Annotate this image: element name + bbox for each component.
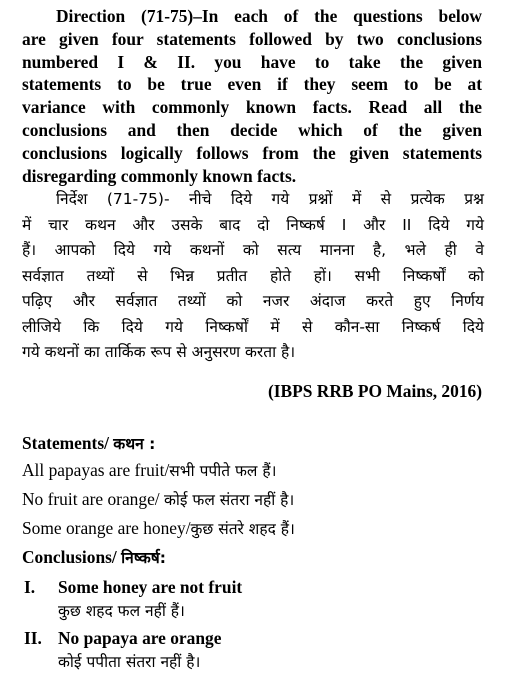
direction-hi-line: सर्वज्ञात तथ्यों से भिन्न प्रतीत होते हों। सभी निष्कर्षों को: [22, 266, 484, 285]
statements-heading-en: Statements/: [22, 433, 109, 453]
direction-en-line: disregarding commonly known facts.: [22, 165, 297, 186]
direction-english: [22, 5, 482, 187]
exam-source: (IBPS RRB PO Mains, 2016): [267, 381, 482, 401]
conclusions-heading-en: Conclusions/: [22, 547, 117, 567]
conclusion-hi: कुछ शहद फल नहीं हैं।: [58, 602, 185, 620]
statement-hi: कुछ संतरे शहद हैं।: [190, 520, 295, 538]
direction-en-line: statements to be true even if they seem to be at: [22, 74, 482, 95]
direction-en-line: Direction (71-75)–In each of the questions below: [56, 6, 482, 26]
direction-en-line: variance with commonly known facts. Read all the: [22, 97, 482, 118]
statement-hi: सभी पपीते फल हैं।: [169, 462, 277, 480]
conclusion-number: I.: [24, 577, 36, 597]
direction-en-line: numbered I & II. you have to take the given: [22, 51, 482, 72]
statement-3: [22, 517, 295, 539]
statement-1: [22, 459, 276, 481]
direction-hi-line: पढ़िए और सर्वज्ञात तथ्यों को नजर अंदाज करते हुए निर्णय: [22, 292, 484, 310]
conclusion-number: II.: [24, 628, 42, 648]
conclusion-1: [0, 577, 524, 627]
direction-hi-line: हैं। आपको दिये गये कथनों को सत्य मानना है, भले ही वे: [22, 241, 484, 259]
direction-en-line: are given four statements followed by two conclusions: [22, 28, 482, 49]
conclusions-heading-hi: निष्कर्ष:: [121, 549, 166, 567]
direction-hi-line: में चार कथन और उसके बाद दो निष्कर्ष I और II दिये गये: [22, 215, 484, 234]
direction-en-line: conclusions and then decide which of the given: [22, 119, 482, 140]
conclusion-2: [0, 628, 524, 678]
statement-hi: कोई फल संतरा नहीं है।: [163, 491, 295, 509]
conclusion-hi: कोई पपीता संतरा नहीं है।: [58, 653, 201, 671]
direction-hi-line: लीजिये कि दिये गये निष्कर्षों में से कौन-सा निष्कर्ष दिये: [22, 317, 484, 336]
direction-en-line: conclusions logically follows from the given statements: [22, 142, 482, 163]
statement-en: All papayas are fruit/: [22, 460, 170, 480]
conclusion-en: Some honey are not fruit: [58, 577, 243, 597]
statement-2: [22, 488, 294, 510]
direction-hindi: [22, 187, 484, 366]
direction-hi-line: गये कथनों का तार्किक रूप से अनुसरण करता है।: [22, 343, 296, 361]
statements-heading-hi: कथन :: [113, 435, 156, 453]
statement-en: No fruit are orange/: [22, 489, 164, 509]
conclusion-en: No papaya are orange: [58, 628, 222, 648]
statements-heading: [22, 432, 155, 454]
conclusions-heading: [22, 546, 166, 568]
statement-en: Some orange are honey/: [22, 518, 191, 538]
direction-hi-line: निर्देश (71-75)- नीचे दिये गये प्रश्नों में से प्रत्येक प्रश्न: [56, 190, 484, 208]
